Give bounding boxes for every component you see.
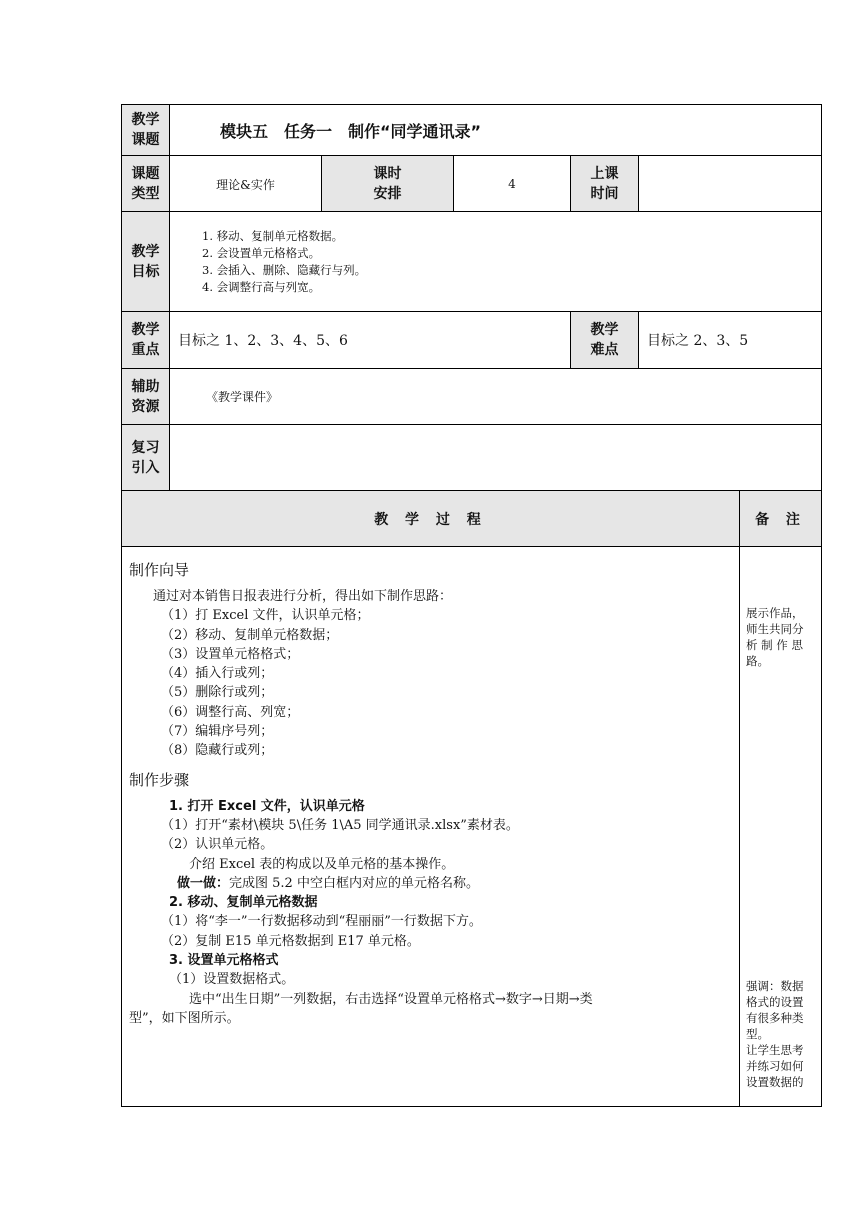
time-value <box>639 156 822 212</box>
resources-row <box>122 369 822 425</box>
guide-step: （2）移动、复制单元格数据； <box>161 627 339 643</box>
notes-column <box>740 547 822 1107</box>
topic-row <box>122 105 822 156</box>
topic-value: 模块五 任务一 制作“同学通讯录” <box>170 105 822 156</box>
resources-value: 《教学课件》 <box>170 369 822 425</box>
steps-heading: 制作步骤 <box>129 770 190 789</box>
review-value <box>170 425 822 491</box>
goal-item: 3. 会插入、删除、隐藏行与列。 <box>202 262 367 277</box>
guide-step: （4）插入行或列； <box>161 666 274 682</box>
goal-item: 4. 会调整行高与列宽。 <box>202 279 321 294</box>
diff-value: 目标之 2、3、5 <box>639 312 822 369</box>
resources-label: 辅助 资源 <box>122 369 170 425</box>
step3-desc: 选中“出生日期”一列数据，右击选择“设置单元格格式→数字→日期→类 <box>189 991 593 1007</box>
guide-step: （6）调整行高、列宽； <box>161 704 300 720</box>
process-content <box>122 547 740 1107</box>
process-header-row <box>122 491 822 547</box>
try-text: 完成图 5.2 中空白框内对应的单元格名称。 <box>229 875 479 891</box>
goal-item: 2. 会设置单元格格式。 <box>202 245 321 260</box>
step3-heading: 3. 设置单元格格式 <box>169 953 279 969</box>
guide-step: （5）删除行或列； <box>161 685 274 701</box>
step2-heading: 2. 移动、复制单元格数据 <box>169 895 318 911</box>
process-header: 教 学 过 程 <box>122 491 740 547</box>
diff-label: 教学 难点 <box>571 312 639 369</box>
goals-label: 教学 目标 <box>122 212 170 312</box>
step1-heading: 1. 打开 Excel 文件，认识单元格 <box>169 798 365 814</box>
step3-item: （1）设置数据格式。 <box>169 972 295 988</box>
goal-item: 1. 移动、复制单元格数据。 <box>202 228 344 243</box>
time-label: 上课 时间 <box>571 156 639 212</box>
guide-heading: 制作向导 <box>129 561 190 579</box>
hours-value: 4 <box>454 156 571 212</box>
step1-desc: 介绍 Excel 表的构成以及单元格的基本操作。 <box>189 856 455 872</box>
note-block: 展示作品， 师生共同分 析 制 作 思 路。 <box>746 606 804 668</box>
step2-item: （1）将“李一”一行数据移动到“程丽丽”一行数据下方。 <box>161 914 482 930</box>
guide-step: （7）编辑序号列； <box>161 724 274 740</box>
type-row <box>122 156 822 212</box>
step1-task <box>129 874 733 893</box>
process-body-row <box>122 547 822 1107</box>
review-label: 复习 引入 <box>122 425 170 491</box>
topic-label: 教学 课题 <box>122 105 170 156</box>
notes-header: 备 注 <box>740 491 822 547</box>
guide-intro: 通过对本销售日报表进行分析，得出如下制作思路： <box>153 589 453 604</box>
guide-step: （1）打 Excel 文件，认识单元格； <box>161 608 370 624</box>
type-label: 课题 类型 <box>122 156 170 212</box>
goals-row <box>122 212 822 312</box>
goals-list <box>170 212 822 312</box>
guide-step: （8）隐藏行或列； <box>161 743 274 759</box>
step1-item: （2）认识单元格。 <box>161 837 274 853</box>
key-value: 目标之 1、2、3、4、5、6 <box>170 312 571 369</box>
key-row <box>122 312 822 369</box>
review-row <box>122 425 822 491</box>
step1-item: （1）打开“素材\模块 5\任务 1\A5 同学通讯录.xlsx”素材表。 <box>161 817 519 833</box>
hours-label: 课时 安排 <box>322 156 454 212</box>
note-block: 强调：数据 格式的设置 有很多种类 型。 让学生思考 并练习如何 设置数据的 <box>746 979 804 1089</box>
step3-desc-cont: 型”，如下图所示。 <box>129 1010 240 1026</box>
key-label: 教学 重点 <box>122 312 170 369</box>
try-label: 做一做： <box>177 875 230 891</box>
step2-item: （2）复制 E15 单元格数据到 E17 单元格。 <box>161 933 420 949</box>
type-value: 理论&实作 <box>170 156 322 212</box>
guide-step: （3）设置单元格格式； <box>161 646 300 662</box>
lesson-plan-table <box>121 104 822 1107</box>
